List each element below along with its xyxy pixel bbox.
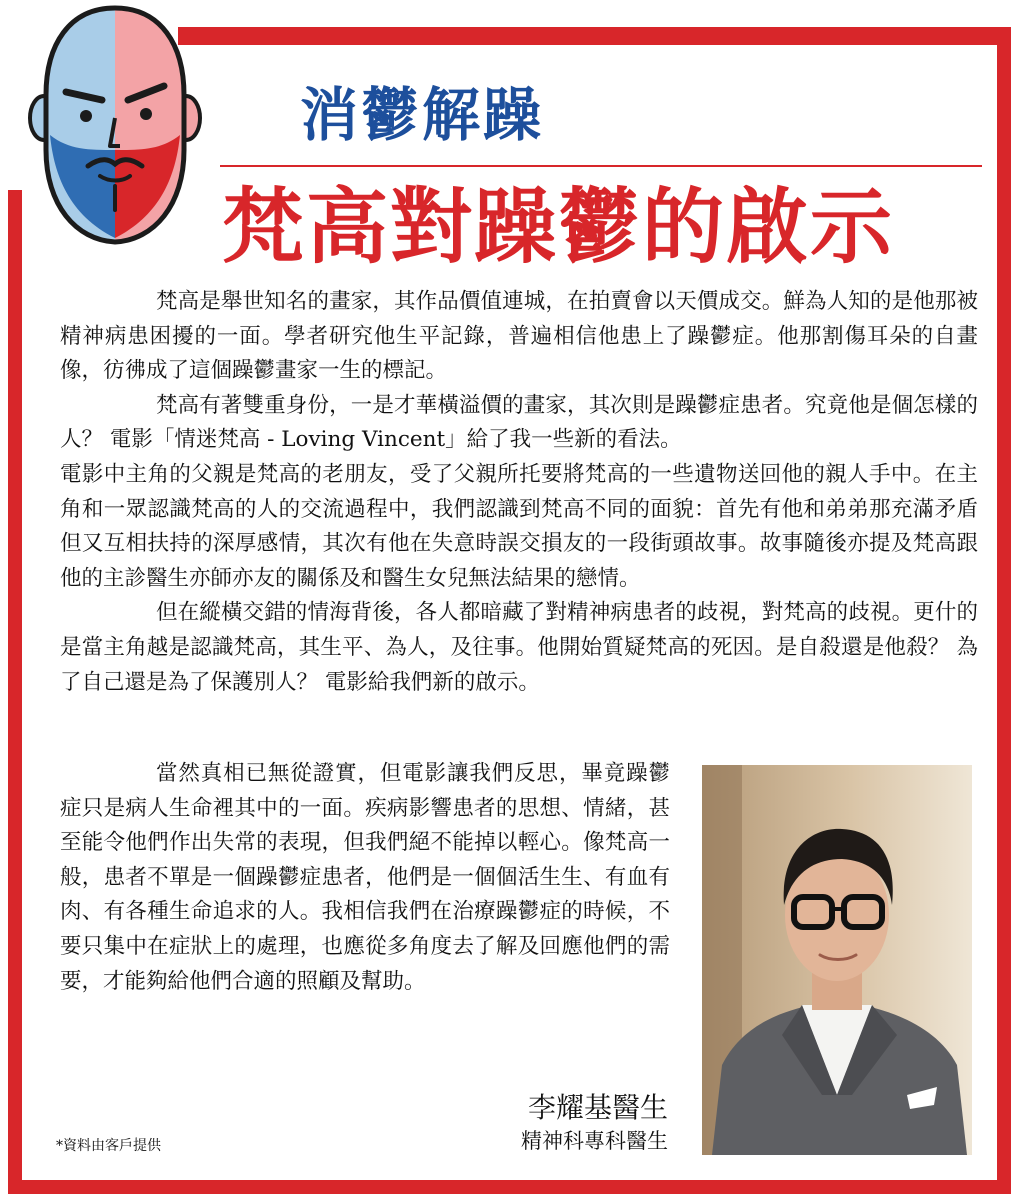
frame-left-bar [8, 190, 22, 1192]
author-name: 李耀基醫生 [527, 1091, 668, 1124]
paragraph-1: 梵高是舉世知名的畫家，其作品價值連城，在拍賣會以天價成交。鮮為人知的是他那被精神病患困擾的一面。學者研究他生平記錄，普遍相信他患上了躁鬱症。他那割傷耳朵的自畫像，彷彿成了這個躁鬱畫家一生的標記。 [60, 289, 978, 384]
author-title: 精神科專科醫生 [521, 1129, 668, 1153]
paragraph-5: 當然真相已無從證實，但電影讓我們反思，畢竟躁鬱症只是病人生命裡其中的一面。疾病影響患者的思想、情緒，甚至能令他們作出失常的表現，但我們絕不能掉以輕心。像梵高一般，患者不單是一個躁鬱症患者，他們是一個個活生生、有血有肉、有各種生命追求的人。我相信我們在治療躁鬱症的時候，不要只集中在症狀上的處理，也應從多角度去了解及回應他們的需要，才能夠給他們合適的照顧及幫助。 [60, 761, 670, 994]
frame-right-bar [997, 27, 1011, 1192]
footnote: *資料由客戶提供 [56, 1138, 161, 1154]
paragraph-3: 電影中主角的父親是梵高的老朋友，受了父親所托要將梵高的一些遺物送回他的親人手中。在主角和一眾認識梵高的人的交流過程中，我們認識到梵高不同的面貌：首先有他和弟弟那充滿矛盾但又互相扶持的深厚感情，其次有他在失意時誤交損友的一段街頭故事。故事隨後亦提及梵高跟他的主診醫生亦師亦友的關係及和醫生女兒無法結果的戀情。 [60, 461, 978, 591]
bald-bearded-man-mascot-icon [14, 0, 224, 250]
column-title: 消鬱解躁 [300, 81, 545, 149]
headline: 梵高對躁鬱的啟示 [222, 180, 895, 275]
frame-bottom-bar [8, 1180, 1011, 1194]
title-divider [220, 165, 982, 167]
author-portrait [702, 765, 972, 1155]
frame-top-bar [178, 27, 1011, 45]
paragraph-2: 梵高有著雙重身份，一是才華橫溢價的畫家，其次則是躁鬱症患者。究竟他是個怎樣的人？ 電影「情迷梵高 - Loving Vincent」給了我一些新的看法。 [60, 392, 978, 453]
paragraph-4: 但在縱橫交錯的情海背後，各人都暗藏了對精神病患者的歧視，對梵高的歧視。更什的是當主角越是認識梵高，其生平、為人，及往事。他開始質疑梵高的死因。是自殺還是他殺？ 為了自己還是為了保護別人？ 電影給我們新的啟示。 [60, 600, 978, 695]
article-body [60, 285, 978, 700]
